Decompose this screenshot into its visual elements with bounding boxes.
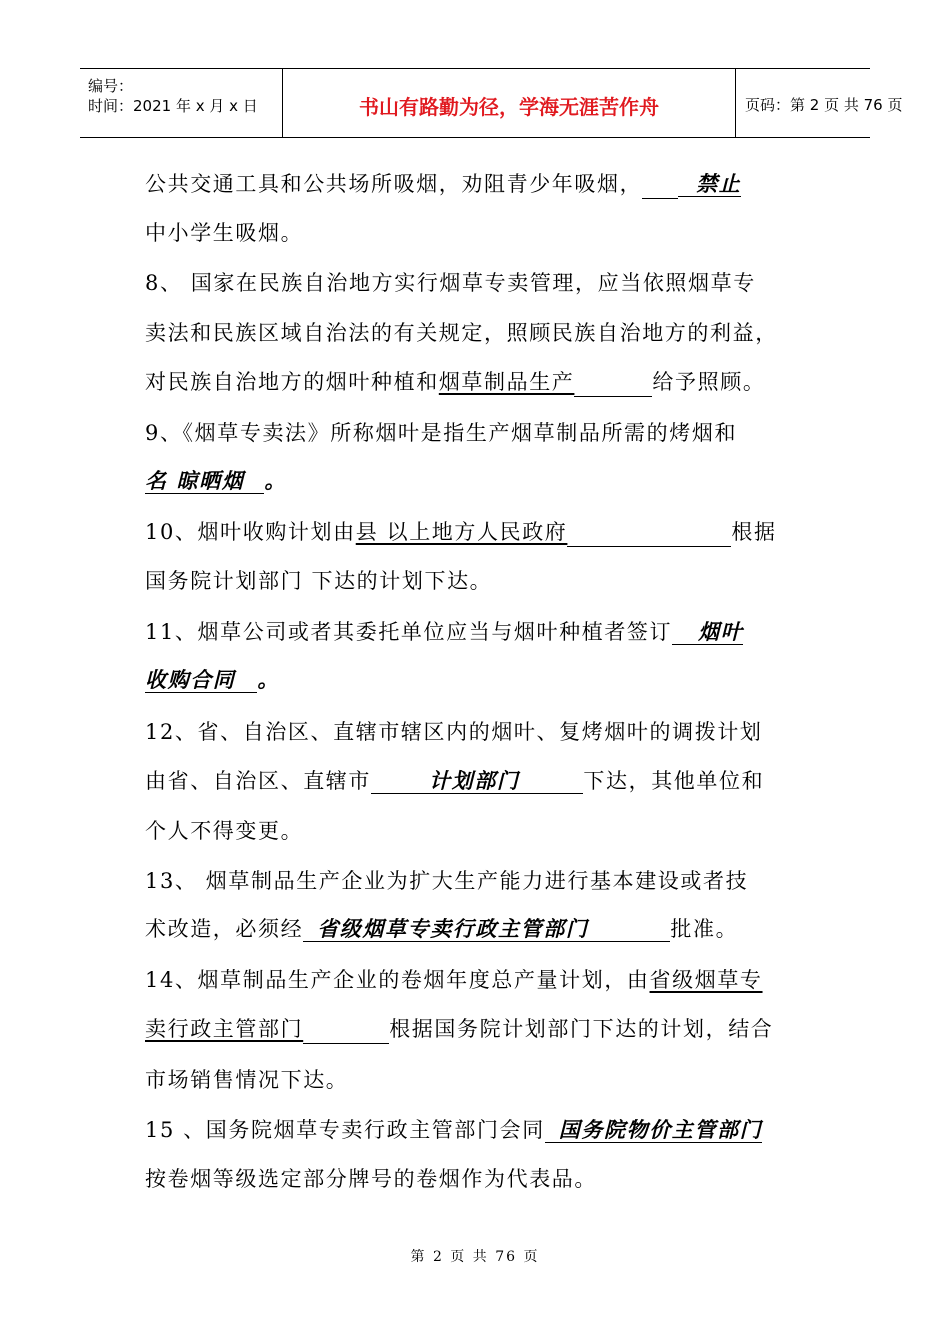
header-motto-cell: [282, 69, 736, 137]
question-8-line3: [145, 367, 765, 397]
page-footer: 第 2 页 共 76 页: [410, 1249, 540, 1265]
answer-text: 卖行政主管部门: [145, 1017, 304, 1041]
question-13-line2: [145, 914, 738, 944]
question-14-line3: 市场销售情况下达。: [145, 1068, 349, 1092]
question-10-line1: [145, 517, 777, 547]
text: 10、烟叶收购计划由: [145, 520, 356, 544]
question-15-line1: [145, 1115, 762, 1145]
question-12-line1: 12、省、自治区、直辖市辖区内的烟叶、复烤烟叶的调拨计划: [145, 720, 763, 744]
text: 14、烟草制品生产企业的卷烟年度总产量计划，由: [145, 968, 650, 992]
answer-text: 省级烟草专卖行政主管部门: [303, 916, 670, 942]
number-label: 编号：: [88, 77, 134, 95]
question-14-line2: [145, 1014, 773, 1044]
blank-line: [642, 172, 678, 199]
header-page-cell: [735, 69, 903, 137]
text: 11、烟草公司或者其委托单位应当与烟叶种植者签订: [145, 620, 673, 644]
question-12-line3: 个人不得变更。: [145, 819, 304, 843]
time-label: 时间：2021 年 x 月 x 日: [88, 97, 258, 115]
question-8-line1: 8、 国家在民族自治地方实行烟草专卖管理，应当依照烟草专: [145, 271, 756, 295]
page-header: [80, 68, 903, 138]
text: 由省、自治区、直辖市: [145, 769, 371, 793]
question-9-line1: 9、《烟草专卖法》所称烟叶是指生产烟草制品所需的烤烟和: [145, 421, 738, 445]
question-8-line2: 卖法和民族区域自治法的有关规定，照顾民族自治地方的利益，: [145, 321, 778, 345]
text: 下达，其他单位和: [583, 769, 765, 793]
line-intro-cont: 中小学生吸烟。: [145, 221, 304, 245]
text: 根据国务院计划部门下达的计划，结合: [389, 1017, 774, 1041]
question-12-line2: [145, 766, 764, 796]
question-15-line2: 按卷烟等级选定部分牌号的卷烟作为代表品。: [145, 1167, 597, 1191]
text: 给予照顾。: [652, 370, 766, 394]
blank-line: [574, 370, 652, 397]
text: 公共交通工具和公共场所吸烟，劝阻青少年吸烟，: [145, 172, 643, 196]
answer-text: 烟叶: [672, 619, 743, 645]
text: 15 、国务院烟草专卖行政主管部门会同: [145, 1118, 545, 1142]
blank-line: [303, 1017, 389, 1044]
answer-text: 名 晾晒烟: [145, 468, 264, 494]
answer-text: 省级烟草专: [649, 968, 763, 992]
text: 。: [257, 667, 281, 692]
text: 对民族自治地方的烟叶种植和: [145, 370, 439, 394]
answer-text: 收购合同: [145, 667, 257, 693]
question-9-line2: [145, 466, 287, 496]
header-motto: 书山有路勤为径，学海无涯苦作舟: [359, 95, 659, 119]
header-page-info: 页码：第 2 页 共 76 页: [745, 96, 903, 114]
line-intro: [145, 169, 741, 199]
answer-text: 国务院物价主管部门: [545, 1117, 762, 1143]
answer-text: 烟草制品生产: [438, 370, 575, 394]
question-11-line2: [145, 665, 280, 695]
question-14-line1: [145, 965, 763, 995]
text: 。: [264, 468, 287, 493]
question-13-line1: 13、 烟草制品生产企业为扩大生产能力进行基本建设或者技: [145, 869, 749, 893]
text: 根据: [731, 520, 777, 544]
answer-text: 禁止: [678, 171, 741, 197]
answer-text: 计划部门: [371, 768, 583, 794]
answer-text: 县 以上地方人民政府: [355, 520, 568, 544]
question-10-line2: 国务院计划部门 下达的计划下达。: [145, 569, 493, 593]
header-meta: [80, 69, 282, 137]
text: 批准。: [670, 917, 739, 941]
text: 术改造，必须经: [145, 917, 304, 941]
blank-line: [567, 520, 731, 547]
question-11-line1: [145, 617, 743, 647]
